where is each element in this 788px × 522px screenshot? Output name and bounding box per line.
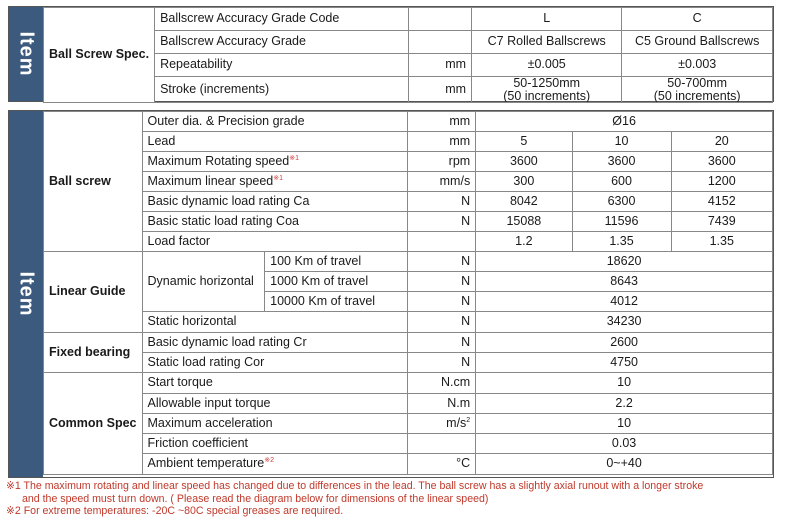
row-label: Friction coefficient xyxy=(142,434,408,454)
value-cell: 600 xyxy=(572,172,671,192)
unit-cell: N xyxy=(408,333,476,353)
value-cell: 4152 xyxy=(671,192,772,212)
main-spec-block xyxy=(8,110,774,478)
table-row xyxy=(44,312,773,333)
value-cell: 10 xyxy=(572,132,671,152)
value-cell: Ø16 xyxy=(476,112,773,132)
unit-cell: N xyxy=(408,252,476,272)
value-cell: 10 xyxy=(476,414,773,434)
ball-screw-spec-table xyxy=(43,7,773,103)
value-cell: 34230 xyxy=(476,312,773,333)
value-cell: ±0.003 xyxy=(622,54,773,77)
value-cell: 1.35 xyxy=(671,232,772,252)
unit-cell: mm xyxy=(408,112,476,132)
row-label: Static load rating Cor xyxy=(142,353,408,373)
table-row xyxy=(44,353,773,373)
row-label: Outer dia. & Precision grade xyxy=(142,112,408,132)
value-cell: 18620 xyxy=(476,252,773,272)
unit-cell: N xyxy=(408,192,476,212)
unit-cell: N xyxy=(408,212,476,232)
row-label: Basic static load rating Coa xyxy=(142,212,408,232)
group-label: Ball Screw Spec. xyxy=(44,8,155,103)
row-label: Load factor xyxy=(142,232,408,252)
value-cell: C7 Rolled Ballscrews xyxy=(472,31,622,54)
row-label: Allowable input torque xyxy=(142,394,408,414)
value-cell: 11596 xyxy=(572,212,671,232)
table-row xyxy=(44,333,773,353)
unit-cell: N xyxy=(408,312,476,333)
unit-cell xyxy=(408,434,476,454)
value-cell: 1200 xyxy=(671,172,772,192)
table-row xyxy=(44,454,773,475)
footnote-mark: ※2 xyxy=(264,457,275,465)
unit-cell: N xyxy=(408,272,476,292)
value-cell: 7439 xyxy=(671,212,772,232)
value-cell: 4750 xyxy=(476,353,773,373)
value-cell: L xyxy=(472,8,622,31)
unit-cell: N.m xyxy=(408,394,476,414)
row-label: Maximum Rotating speed$^{※1}$ xyxy=(142,152,408,172)
table-row xyxy=(44,252,773,272)
main-spec-table xyxy=(43,111,773,475)
table-row xyxy=(44,212,773,232)
row-label: Dynamic horizontal xyxy=(142,252,265,312)
table-row xyxy=(44,192,773,212)
row-label: Start torque xyxy=(142,373,408,394)
row-label: Maximum acceleration xyxy=(142,414,408,434)
row-label: Ballscrew Accuracy Grade Code xyxy=(155,8,409,31)
table-row xyxy=(44,434,773,454)
value-cell: 5 xyxy=(476,132,572,152)
footnote-mark: ※1 xyxy=(289,154,300,162)
unit-cell: mm xyxy=(408,54,471,77)
unit-cell: N.cm xyxy=(408,373,476,394)
table-row xyxy=(44,8,773,31)
table-row xyxy=(44,152,773,172)
unit-cell: $m/s^2$ xyxy=(408,414,476,434)
unit-cell: N xyxy=(408,292,476,312)
unit-cell: °C xyxy=(408,454,476,475)
value-cell: 300 xyxy=(476,172,572,192)
group-label: Ball screw xyxy=(44,112,143,252)
footnote-1-line-2: and the speed must turn down. ( Please read the diagram below for dimensions of the linear speed) xyxy=(22,492,489,505)
value-cell: 0~+40 xyxy=(476,454,773,475)
table-row xyxy=(44,373,773,394)
group-label: Fixed bearing xyxy=(44,333,143,373)
table-row xyxy=(44,132,773,152)
row-label: Repeatability xyxy=(155,54,409,77)
footnote-1-line-1: ※1 The maximum rotating and linear speed has changed due to differences in the lead. The ball screw has a slightly axial runout with a longer stroke xyxy=(6,480,704,492)
unit-cell: mm xyxy=(408,132,476,152)
value-cell: 15088 xyxy=(476,212,572,232)
value-cell: 20 xyxy=(671,132,772,152)
row-label: Lead xyxy=(142,132,408,152)
value-cell: 50-700mm (50 increments) xyxy=(622,77,773,103)
table-row xyxy=(44,414,773,434)
table-row xyxy=(44,394,773,414)
unit-cell xyxy=(408,232,476,252)
unit-cell xyxy=(408,31,471,54)
footnote-mark: ※1 xyxy=(273,174,284,182)
value-cell: 2600 xyxy=(476,333,773,353)
footnote-2: ※2 For extreme temperatures: -20C ~80C special greases are required. xyxy=(6,505,344,517)
row-label: Static horizontal xyxy=(142,312,408,333)
row-label: Stroke (increments) xyxy=(155,77,409,103)
row-label: Basic dynamic load rating Ca xyxy=(142,192,408,212)
row-label: Basic dynamic load rating Cr xyxy=(142,333,408,353)
group-label: Linear Guide xyxy=(44,252,143,333)
table-row xyxy=(44,232,773,252)
row-label: 100 Km of travel xyxy=(265,252,408,272)
value-cell: 1.2 xyxy=(476,232,572,252)
value-cell: 8643 xyxy=(476,272,773,292)
ball-screw-spec-block xyxy=(8,6,774,102)
footnotes xyxy=(6,480,782,518)
unit-cell: N xyxy=(408,353,476,373)
value-cell: 2.2 xyxy=(476,394,773,414)
value-cell: ±0.005 xyxy=(472,54,622,77)
value-cell: 50-1250mm (50 increments) xyxy=(472,77,622,103)
value-cell: 6300 xyxy=(572,192,671,212)
row-label: Ballscrew Accuracy Grade xyxy=(155,31,409,54)
item-side-label: Item xyxy=(9,111,43,477)
value-cell: C5 Ground Ballscrews xyxy=(622,31,773,54)
table-row xyxy=(44,172,773,192)
value-cell: 1.35 xyxy=(572,232,671,252)
row-label: Ambient temperature$^{※2}$ xyxy=(142,454,408,475)
unit-cell: mm/s xyxy=(408,172,476,192)
value-cell: 3600 xyxy=(671,152,772,172)
row-label: 10000 Km of travel xyxy=(265,292,408,312)
value-cell: 0.03 xyxy=(476,434,773,454)
value-cell: 4012 xyxy=(476,292,773,312)
unit-cell xyxy=(408,8,471,31)
table-row xyxy=(44,112,773,132)
row-label: Maximum linear speed$^{※1}$ xyxy=(142,172,408,192)
item-side-label: Item xyxy=(9,7,43,101)
value-cell: 10 xyxy=(476,373,773,394)
value-cell: 8042 xyxy=(476,192,572,212)
value-cell: 3600 xyxy=(572,152,671,172)
unit-cell: rpm xyxy=(408,152,476,172)
group-label: Common Spec xyxy=(44,373,143,475)
row-label: 1000 Km of travel xyxy=(265,272,408,292)
value-cell: 3600 xyxy=(476,152,572,172)
unit-cell: mm xyxy=(408,77,471,103)
value-cell: C xyxy=(622,8,773,31)
